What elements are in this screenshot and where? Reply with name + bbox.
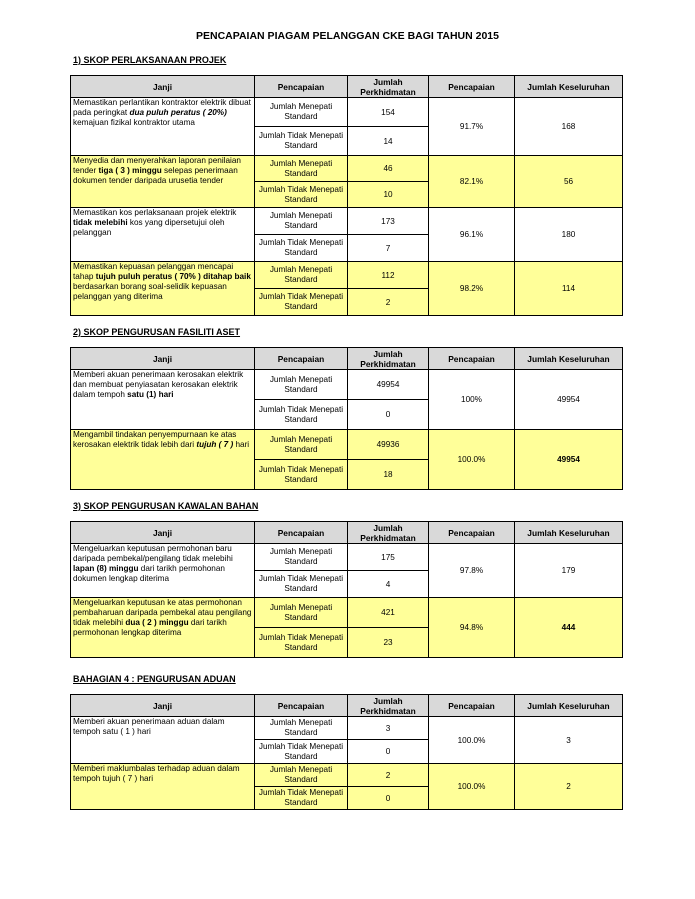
value-tidak-menepati: 10: [348, 182, 429, 208]
value-pencapaian: 100.0%: [429, 764, 515, 810]
value-pencapaian: 100%: [429, 370, 515, 430]
section-4-heading: BAHAGIAN 4 : PENGURUSAN ADUAN: [73, 674, 236, 684]
value-total: 180: [515, 208, 623, 262]
value-tidak-menepati: 7: [348, 235, 429, 262]
label-tidak-menepati: Jumlah Tidak Menepati Standard: [255, 787, 348, 810]
value-pencapaian: 98.2%: [429, 262, 515, 316]
header-jumlah-keseluruhan: Jumlah Keseluruhan: [515, 695, 623, 717]
value-menepati: 3: [348, 717, 429, 740]
section-1-heading: 1) SKOP PERLAKSANAAN PROJEK: [73, 55, 227, 65]
label-tidak-menepati: Jumlah Tidak Menepati Standard: [255, 400, 348, 430]
section-2-heading: 2) SKOP PENGURUSAN FASILITI ASET: [73, 327, 241, 337]
value-tidak-menepati: 2: [348, 289, 429, 316]
label-tidak-menepati: Jumlah Tidak Menepati Standard: [255, 740, 348, 764]
value-tidak-menepati: 0: [348, 400, 429, 430]
header-pencapaian-pct: Pencapaian: [429, 522, 515, 544]
value-total: 49954: [515, 370, 623, 430]
janji-cell: Memberi akuan penerimaan kerosakan elektrik dan membuat penyiasatan kerosakan elektrik dalam tempoh satu (1) hari: [71, 370, 255, 430]
label-menepati: Jumlah Menepati Standard: [255, 262, 348, 289]
section-3-heading: 3) SKOP PENGURUSAN KAWALAN BAHAN: [73, 501, 259, 511]
header-jumlah-perkhidmatan: Jumlah Perkhidmatan: [348, 76, 429, 98]
header-jumlah-perkhidmatan: Jumlah Perkhidmatan: [348, 522, 429, 544]
label-tidak-menepati: Jumlah Tidak Menepati Standard: [255, 182, 348, 208]
value-pencapaian: 94.8%: [429, 598, 515, 658]
value-tidak-menepati: 14: [348, 127, 429, 156]
header-janji: Janji: [71, 695, 255, 717]
value-tidak-menepati: 18: [348, 460, 429, 490]
value-menepati: 2: [348, 764, 429, 787]
janji-cell: Memberi akuan penerimaan aduan dalam tempoh satu ( 1 ) hari: [71, 717, 255, 764]
label-menepati: Jumlah Menepati Standard: [255, 764, 348, 787]
label-menepati: Jumlah Menepati Standard: [255, 208, 348, 235]
value-menepati: 46: [348, 156, 429, 182]
header-janji: Janji: [71, 76, 255, 98]
value-pencapaian: 97.8%: [429, 544, 515, 598]
janji-cell: Mengeluarkan keputusan ke atas permohonan pembaharuan daripada pembekal atau pengilang tidak melebihi dua ( 2 ) minggu dari tarikh permohonan lengkap diterima: [71, 598, 255, 658]
value-total: 49954: [515, 430, 623, 490]
value-tidak-menepati: 4: [348, 571, 429, 598]
header-janji: Janji: [71, 348, 255, 370]
header-janji: Janji: [71, 522, 255, 544]
page-title: PENCAPAIAN PIAGAM PELANGGAN CKE BAGI TAHUN 2015: [196, 30, 499, 42]
label-tidak-menepati: Jumlah Tidak Menepati Standard: [255, 127, 348, 156]
value-menepati: 173: [348, 208, 429, 235]
header-pencapaian: Pencapaian: [255, 522, 348, 544]
value-tidak-menepati: 0: [348, 787, 429, 810]
value-pencapaian: 82.1%: [429, 156, 515, 208]
value-pencapaian: 100.0%: [429, 430, 515, 490]
header-pencapaian: Pencapaian: [255, 695, 348, 717]
label-menepati: Jumlah Menepati Standard: [255, 98, 348, 127]
value-total: 179: [515, 544, 623, 598]
header-pencapaian: Pencapaian: [255, 76, 348, 98]
header-jumlah-keseluruhan: Jumlah Keseluruhan: [515, 522, 623, 544]
label-tidak-menepati: Jumlah Tidak Menepati Standard: [255, 235, 348, 262]
value-total: 2: [515, 764, 623, 810]
janji-cell: Memastikan perlantikan kontraktor elektrik dibuat pada peringkat dua puluh peratus ( 20%) kemajuan fizikal kontraktor utama: [71, 98, 255, 156]
janji-cell: Mengeluarkan keputusan permohonan baru daripada pembekal/pengilang tidak melebihi lapan (8) minggu dari tarikh permohonan dokumen lengkap diterima: [71, 544, 255, 598]
value-menepati: 49936: [348, 430, 429, 460]
janji-cell: Mengambil tindakan penyempurnaan ke atas kerosakan elektrik tidak lebih dari tujuh ( 7 ) hari: [71, 430, 255, 490]
label-tidak-menepati: Jumlah Tidak Menepati Standard: [255, 460, 348, 490]
value-menepati: 112: [348, 262, 429, 289]
value-menepati: 421: [348, 598, 429, 628]
header-jumlah-perkhidmatan: Jumlah Perkhidmatan: [348, 348, 429, 370]
header-pencapaian-pct: Pencapaian: [429, 695, 515, 717]
header-pencapaian-pct: Pencapaian: [429, 348, 515, 370]
label-tidak-menepati: Jumlah Tidak Menepati Standard: [255, 628, 348, 658]
value-total: 114: [515, 262, 623, 316]
value-tidak-menepati: 0: [348, 740, 429, 764]
value-pencapaian: 91.7%: [429, 98, 515, 156]
section-3-table: [70, 521, 623, 658]
header-pencapaian: Pencapaian: [255, 348, 348, 370]
label-menepati: Jumlah Menepati Standard: [255, 598, 348, 628]
value-total: 3: [515, 717, 623, 764]
value-menepati: 175: [348, 544, 429, 571]
janji-cell: Memastikan kepuasan pelanggan mencapai tahap tujuh puluh peratus ( 70% ) ditahap baik berdasarkan borang soal-selidik kepuasan pelanggan yang diterima: [71, 262, 255, 316]
label-menepati: Jumlah Menepati Standard: [255, 156, 348, 182]
header-jumlah-keseluruhan: Jumlah Keseluruhan: [515, 348, 623, 370]
label-tidak-menepati: Jumlah Tidak Menepati Standard: [255, 571, 348, 598]
label-menepati: Jumlah Menepati Standard: [255, 430, 348, 460]
janji-cell: Menyedia dan menyerahkan laporan penilaian tender tiga ( 3 ) minggu selepas penerimaan dokumen tender daripada urusetia tender: [71, 156, 255, 208]
value-menepati: 49954: [348, 370, 429, 400]
janji-cell: Memastikan kos perlaksanaan projek elektrik tidak melebihi kos yang dipersetujui oleh pelanggan: [71, 208, 255, 262]
value-total: 444: [515, 598, 623, 658]
value-pencapaian: 96.1%: [429, 208, 515, 262]
label-tidak-menepati: Jumlah Tidak Menepati Standard: [255, 289, 348, 316]
section-4-table: [70, 694, 623, 810]
header-jumlah-perkhidmatan: Jumlah Perkhidmatan: [348, 695, 429, 717]
janji-cell: Memberi maklumbalas terhadap aduan dalam tempoh tujuh ( 7 ) hari: [71, 764, 255, 810]
value-total: 56: [515, 156, 623, 208]
label-menepati: Jumlah Menepati Standard: [255, 717, 348, 740]
value-menepati: 154: [348, 98, 429, 127]
header-pencapaian-pct: Pencapaian: [429, 76, 515, 98]
section-1-table: [70, 75, 623, 316]
value-pencapaian: 100.0%: [429, 717, 515, 764]
value-total: 168: [515, 98, 623, 156]
header-jumlah-keseluruhan: Jumlah Keseluruhan: [515, 76, 623, 98]
label-menepati: Jumlah Menepati Standard: [255, 370, 348, 400]
section-2-table: [70, 347, 623, 490]
label-menepati: Jumlah Menepati Standard: [255, 544, 348, 571]
value-tidak-menepati: 23: [348, 628, 429, 658]
